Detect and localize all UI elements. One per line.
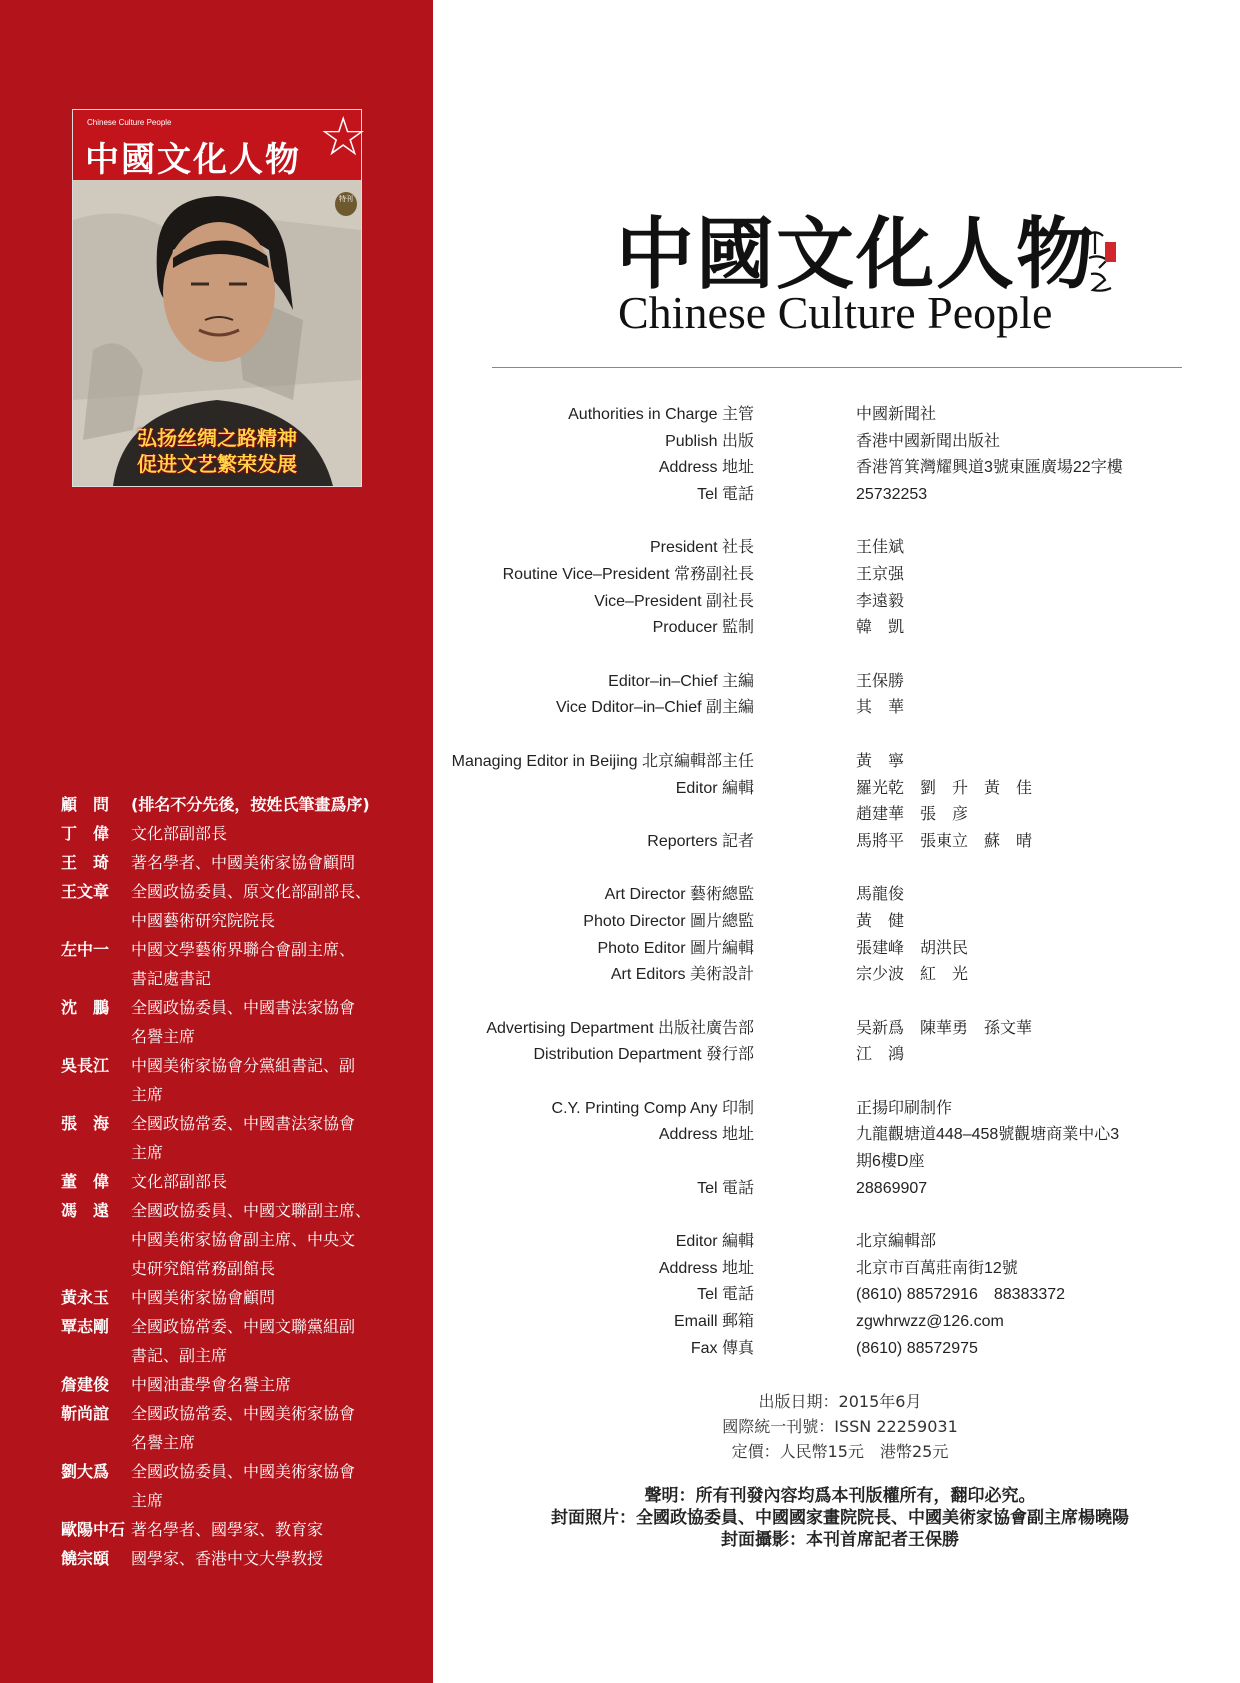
advisor-title: 中國美術家協會副主席、中央文 xyxy=(131,1230,356,1249)
advisor-name: 董 偉 xyxy=(61,1172,110,1191)
advisor-row xyxy=(61,819,421,848)
credit-value: 王保勝 xyxy=(856,672,905,690)
advisor-title: 全國政協委員、中國書法家協會 xyxy=(131,998,356,1017)
advisors-heading xyxy=(61,790,421,819)
advisor-title: 名譽主席 xyxy=(131,1027,196,1046)
credit-row xyxy=(492,669,1192,696)
credit-value: 25732253 xyxy=(856,485,928,503)
advisor-title: 國學家、香港中文大學教授 xyxy=(131,1549,324,1568)
credit-row xyxy=(492,535,1192,562)
credit-value: 王佳斌 xyxy=(856,539,905,557)
credit-value: 江 鴻 xyxy=(856,1046,905,1064)
group-spacer xyxy=(492,989,1192,1016)
credit-label: President 社長 xyxy=(649,539,754,557)
advisor-title: 全國政協委員、中國美術家協會 xyxy=(131,1462,356,1481)
credit-value: 北京編輯部 xyxy=(856,1233,937,1251)
credit-label: Address 地址 xyxy=(658,459,754,477)
notice-line2: 封面照片：全國政協委員、中國國家畫院院長、中國美術家協會副主席楊曉陽 xyxy=(551,1508,1129,1528)
header-divider xyxy=(492,367,1182,368)
advisor-title: 全國政協委員、中國文聯副主席、 xyxy=(131,1201,372,1220)
cover-caption-line2: 促进文艺繁荣发展 xyxy=(137,452,297,476)
credit-label: Editor–in–Chief 主編 xyxy=(608,672,754,690)
advisor-name: 吳長江 xyxy=(61,1056,110,1075)
logo-english-title: Chinese Culture People xyxy=(618,287,1053,338)
credit-label: Managing Editor in Beijing 北京編輯部主任 xyxy=(451,752,754,770)
credit-row xyxy=(492,455,1192,482)
advisor-title: 全國政協常委、中國書法家協會 xyxy=(131,1114,356,1133)
credit-value: 28869907 xyxy=(856,1179,928,1197)
credit-label: Editor 編輯 xyxy=(675,1233,754,1251)
group-spacer xyxy=(492,1202,1192,1229)
credit-value: 吴新爲 陳華勇 孫文華 xyxy=(856,1019,1033,1037)
credit-value: zgwhrwzz@126.com xyxy=(856,1313,1004,1331)
cover-masthead xyxy=(73,105,368,180)
credit-row xyxy=(492,1176,1192,1203)
credit-row xyxy=(492,1309,1192,1336)
credit-label: Vice–President 副社長 xyxy=(594,592,754,610)
credit-label: Tel 電話 xyxy=(697,1286,754,1304)
group-spacer xyxy=(492,855,1192,882)
credit-row xyxy=(492,1122,1192,1149)
group-spacer xyxy=(492,722,1192,749)
credit-row xyxy=(492,1282,1192,1309)
credit-value: 宗少波 紅 光 xyxy=(856,966,969,984)
magazine-cover-thumbnail xyxy=(72,105,368,487)
advisor-name: 詹建俊 xyxy=(61,1375,110,1394)
advisor-title: 書記處書記 xyxy=(131,969,212,988)
advisor-row xyxy=(61,1370,421,1399)
advisor-row xyxy=(61,1544,421,1573)
advisor-name: 張 海 xyxy=(61,1114,110,1133)
credit-row xyxy=(492,1042,1192,1069)
cover-title: 中國文化人物 xyxy=(85,140,301,180)
advisor-row xyxy=(61,1283,421,1312)
group-spacer xyxy=(492,508,1192,535)
credit-value: 期6樓D座 xyxy=(856,1153,925,1171)
credit-value: 其 華 xyxy=(856,699,905,717)
advisor-row xyxy=(61,1515,421,1544)
publish-date: 出版日期：2015年6月 xyxy=(758,1392,922,1411)
advisor-name: 左中一 xyxy=(61,940,110,959)
credit-label: Address 地址 xyxy=(658,1126,754,1144)
advisor-name: 劉大爲 xyxy=(61,1462,110,1481)
credit-row xyxy=(492,776,1192,803)
credit-label: Tel 電話 xyxy=(697,1179,754,1197)
advisor-row xyxy=(61,1312,421,1370)
credit-value: (8610) 88572916 88383372 xyxy=(856,1286,1066,1304)
group-spacer xyxy=(492,1069,1192,1096)
advisor-row xyxy=(61,1051,421,1109)
credit-row xyxy=(492,936,1192,963)
advisor-title: 著名學者、中國美術家協會顧問 xyxy=(131,853,356,872)
advisor-title: 書記、副主席 xyxy=(131,1346,228,1365)
price: 定價：人民幣15元 港幣25元 xyxy=(731,1442,949,1461)
advisor-row xyxy=(61,1196,421,1283)
cover-caption-line1: 弘扬丝绸之路精神 xyxy=(137,426,297,450)
credit-label: Advertising Department 出版社廣告部 xyxy=(486,1019,754,1037)
advisor-title: 中國油畫學會名譽主席 xyxy=(131,1375,292,1394)
credit-value: 張建峰 胡洪民 xyxy=(856,939,969,957)
advisor-title: 文化部副部長 xyxy=(131,1172,228,1191)
advisor-title: 著名學者、國學家、教育家 xyxy=(131,1520,324,1539)
credit-value: 九龍觀塘道448–458號觀塘商業中心3 xyxy=(856,1126,1120,1144)
credit-label: C.Y. Printing Comp Any 印制 xyxy=(551,1099,754,1117)
advisor-row xyxy=(61,1109,421,1167)
advisor-row xyxy=(61,1167,421,1196)
advisor-name: 饒宗頤 xyxy=(61,1549,110,1568)
advisor-title: 主席 xyxy=(131,1143,164,1162)
credit-value: 黃 寧 xyxy=(856,752,905,770)
credit-value: 李遠毅 xyxy=(856,592,905,610)
credit-row xyxy=(492,1336,1192,1363)
credit-label: Art Director 藝術總監 xyxy=(604,886,754,904)
credit-value: 馬龍俊 xyxy=(856,886,905,904)
credit-value: 黃 健 xyxy=(856,912,905,930)
credit-value: 王京强 xyxy=(856,565,905,583)
advisor-title: 文化部副部長 xyxy=(131,824,228,843)
credit-value: 馬將平 張東立 蘇 晴 xyxy=(856,832,1033,850)
advisor-name: 黃永玉 xyxy=(61,1288,110,1307)
credit-label: Vice Dditor–in–Chief 副主編 xyxy=(555,699,754,717)
credit-row xyxy=(492,402,1192,429)
credit-label: Distribution Department 發行部 xyxy=(533,1046,754,1064)
notice-line1: 聲明：所有刊發內容均爲本刊版權所有，翻印必究。 xyxy=(644,1486,1036,1506)
credit-row xyxy=(492,1149,1192,1176)
credit-value: 羅光乾 劉 升 黃 佳 xyxy=(856,779,1033,797)
advisor-row xyxy=(61,993,421,1051)
advisor-row xyxy=(61,935,421,993)
advisor-name: 歐陽中石 xyxy=(61,1520,126,1539)
credit-label: Publish 出版 xyxy=(665,432,754,450)
credit-row xyxy=(492,962,1192,989)
credit-label: Emaill 郵箱 xyxy=(673,1313,754,1331)
credit-value: 香港筲箕灣耀興道3號東匯廣場22字樓 xyxy=(856,459,1123,477)
masthead-credits xyxy=(451,402,1192,1362)
credit-label: Authorities in Charge 主管 xyxy=(568,406,754,423)
credit-row xyxy=(492,1096,1192,1123)
credit-value: 北京市百萬莊南街12號 xyxy=(856,1259,1018,1277)
credit-label: Photo Editor 圖片編輯 xyxy=(597,939,754,957)
credit-row xyxy=(492,429,1192,456)
advisor-title: 中國文學藝術界聯合會副主席、 xyxy=(131,940,356,959)
advisor-row xyxy=(61,848,421,877)
credit-row xyxy=(492,562,1192,589)
credit-row xyxy=(492,882,1192,909)
credit-row xyxy=(492,615,1192,642)
advisor-title: 中國美術家協會分黨組書記、副 xyxy=(131,1056,356,1075)
advisor-title: 全國政協常委、中國文聯黨組副 xyxy=(131,1317,356,1336)
advisor-name: 馮 遠 xyxy=(61,1201,110,1220)
credit-row xyxy=(492,909,1192,936)
credit-value: 趙建華 張 彦 xyxy=(856,806,969,824)
credit-label: Editor 編輯 xyxy=(675,779,754,797)
advisor-title: 主席 xyxy=(131,1085,164,1104)
credit-value: 中國新聞社 xyxy=(856,406,937,423)
advisor-title: 史研究館常務副館長 xyxy=(131,1259,276,1278)
credit-label: Art Editors 美術設計 xyxy=(610,966,754,984)
credit-value: 正揚印刷制作 xyxy=(856,1099,953,1117)
advisor-name: 丁 偉 xyxy=(61,824,110,843)
credit-row xyxy=(451,749,1192,776)
credit-row xyxy=(492,802,1192,829)
advisor-title: 主席 xyxy=(131,1491,164,1510)
advisors-heading-note: (排名不分先後，按姓氏筆畫爲序) xyxy=(131,795,370,814)
cover-special-badge: 特刊 xyxy=(335,192,357,216)
advisors-list xyxy=(61,790,421,1573)
advisors-heading-label: 顧 問 xyxy=(61,795,110,814)
credit-label: Producer 監制 xyxy=(652,619,754,637)
advisor-row xyxy=(61,1457,421,1515)
notice-line3: 封面攝影：本刊首席記者王保勝 xyxy=(721,1530,959,1550)
advisor-name: 王 琦 xyxy=(61,853,110,872)
calligraphy-signature-seal xyxy=(1085,228,1117,300)
credit-row xyxy=(492,1256,1192,1283)
credit-row xyxy=(486,1016,1192,1043)
cover-small-title: Chinese Culture People xyxy=(87,118,172,127)
credit-label: Fax 傳真 xyxy=(690,1339,754,1357)
advisor-title: 全國政協常委、中國美術家協會 xyxy=(131,1404,356,1423)
issn-number: 國際統一刊號：ISSN 22259031 xyxy=(722,1417,958,1436)
credit-label: Tel 電話 xyxy=(697,485,754,503)
advisor-name: 覃志剛 xyxy=(61,1317,110,1336)
credit-row xyxy=(492,482,1192,509)
advisor-title: 名譽主席 xyxy=(131,1433,196,1452)
advisor-row xyxy=(61,877,421,935)
credit-label: Photo Director 圖片總監 xyxy=(583,912,754,930)
publication-info xyxy=(640,1389,1040,1464)
credit-label: Routine Vice–President 常務副社長 xyxy=(502,565,754,583)
credit-label: Address 地址 xyxy=(658,1259,754,1277)
group-spacer xyxy=(492,642,1192,669)
advisor-title: 中國美術家協會顧問 xyxy=(131,1288,276,1307)
credit-row xyxy=(492,589,1192,616)
logo-chinese-title: 中國文化人物 xyxy=(616,209,1097,300)
advisor-row xyxy=(61,1399,421,1457)
credit-value: 韓 凱 xyxy=(856,619,905,637)
credit-value: 香港中國新聞出版社 xyxy=(856,432,1001,450)
credit-label: Reporters 記者 xyxy=(647,832,754,850)
advisor-name: 靳尚誼 xyxy=(61,1404,110,1423)
credit-value: (8610) 88572975 xyxy=(856,1339,978,1357)
credit-row xyxy=(492,1229,1192,1256)
advisor-title: 全國政協委員、原文化部副部長、 xyxy=(131,882,372,901)
advisor-name: 王文章 xyxy=(61,882,110,901)
star-icon: ☆ xyxy=(319,105,368,168)
copyright-notice xyxy=(480,1485,1200,1551)
credit-row xyxy=(492,695,1192,722)
credit-row xyxy=(492,829,1192,856)
advisor-title: 中國藝術研究院院長 xyxy=(131,911,276,930)
advisor-name: 沈 鵬 xyxy=(61,998,110,1017)
